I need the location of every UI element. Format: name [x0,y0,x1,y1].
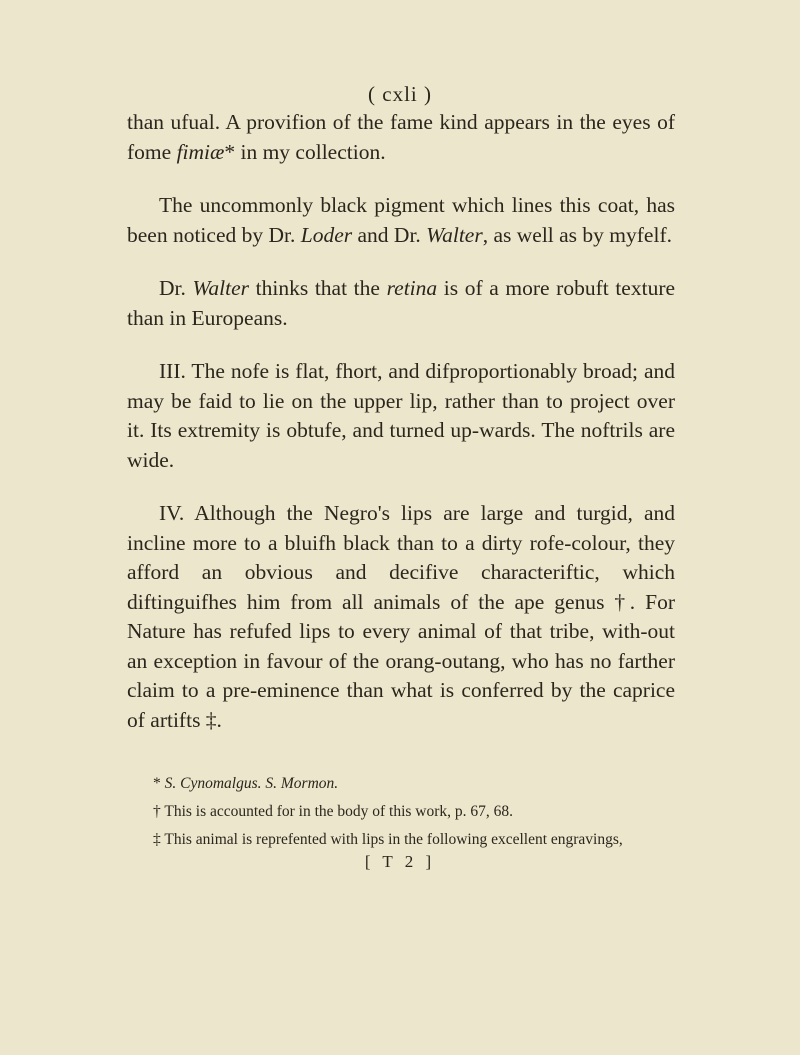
paragraph-5: IV. Although the Negro's lips are large and turgid, and incline more to a bluifh black than to a dirty rofe-colour, they afford an obvious and decifive characteriftic, which diftinguifhes him from all animals of the ape genus †. For Nature has refufed lips to every animal of that tribe, with-out an exception in favour of the orang-outang, who has no farther claim to a pre-eminence than what is conferred by the caprice of artifts ‡. [127,501,675,732]
footnote-1: * S. Cynomalgus. S. Mormon. [153,775,339,792]
page-number-header: ( cxli ) [368,82,432,106]
paragraph-2: The uncommonly black pigment which lines this coat, has been noticed by Dr. Loder and Dr. Walter, as well as by myfelf. [127,193,675,247]
italic-word: fimiæ [176,139,225,164]
body-text [127,108,675,735]
footnote-2: † This is accounted for in the body of this work, p. 67, 68. [153,803,514,820]
signature-mark: [ T 2 ] [364,852,436,871]
paragraph-3: Dr. Walter thinks that the retina is of a more robuft texture than in Europeans. [127,276,676,330]
footnotes [127,771,675,855]
footnote-3: ‡ This animal is reprefented with lips in the following excellent engravings, [153,831,623,848]
paragraph-4: III. The nofe is flat, fhort, and difproportionably broad; and may be faid to lie on the upper lip, rather than to project over it. Its extremity is obtufe, and turned up-wards. The noftrils are wide. [127,359,675,472]
paragraph-1: than ufual. A provifion of the fame kind appears in the eyes of fome fimiæ* in my collection. [127,110,675,164]
